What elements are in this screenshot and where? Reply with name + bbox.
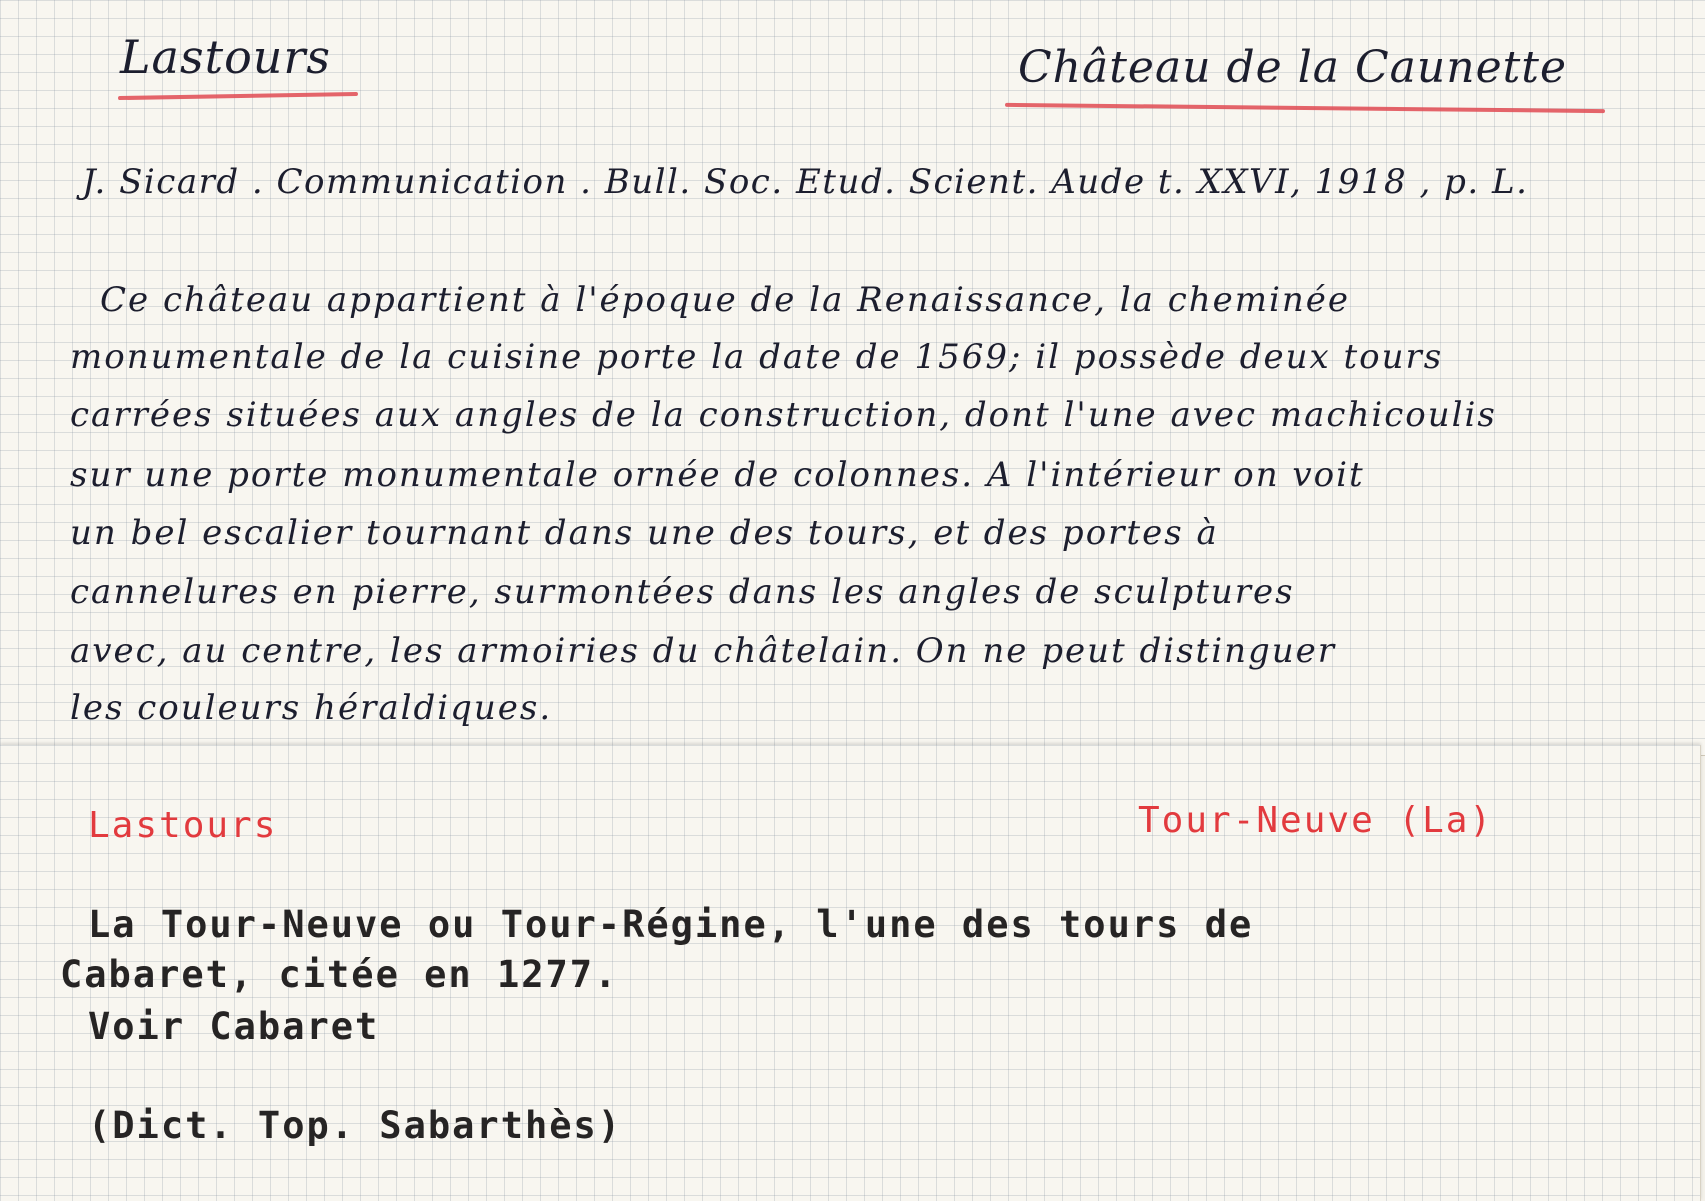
body-line: Ce château appartient à l'époque de la Renaissance, la cheminée	[100, 280, 1351, 320]
place-heading: Lastours	[88, 805, 278, 846]
body-line: cannelures en pierre, surmontées dans les angles de sculptures	[70, 572, 1295, 612]
body-line: Voir Cabaret	[88, 1005, 380, 1048]
body-line: les couleurs héraldiques.	[70, 688, 553, 728]
red-underline-title	[1005, 103, 1605, 113]
source-citation: (Dict. Top. Sabarthès)	[88, 1104, 623, 1147]
body-line: avec, au centre, les armoiries du châtelain. On ne peut distinguer	[70, 631, 1337, 671]
typewritten-index-card	[0, 745, 1701, 1201]
card-title: Château de la Caunette	[1018, 42, 1568, 93]
bibliographic-reference: J. Sicard . Communication . Bull. Soc. Etud. Scient. Aude t. XXVI, 1918 , p. L.	[82, 162, 1529, 202]
red-underline-place	[118, 92, 358, 100]
place-heading: Lastours	[120, 30, 331, 84]
body-line: carrées situées aux angles de la construction, dont l'une avec machicoulis	[70, 395, 1497, 435]
body-line: sur une porte monumentale ornée de colonnes. A l'intérieur on voit	[70, 455, 1365, 495]
body-line: La Tour-Neuve ou Tour-Régine, l'une des tours de	[88, 903, 1254, 946]
card-title: Tour-Neuve (La)	[1138, 800, 1494, 841]
body-line: monumentale de la cuisine porte la date de 1569; il possède deux tours	[70, 337, 1444, 377]
body-line: un bel escalier tournant dans une des tours, et des portes à	[70, 513, 1219, 553]
body-line: Cabaret, citée en 1277.	[60, 953, 619, 996]
